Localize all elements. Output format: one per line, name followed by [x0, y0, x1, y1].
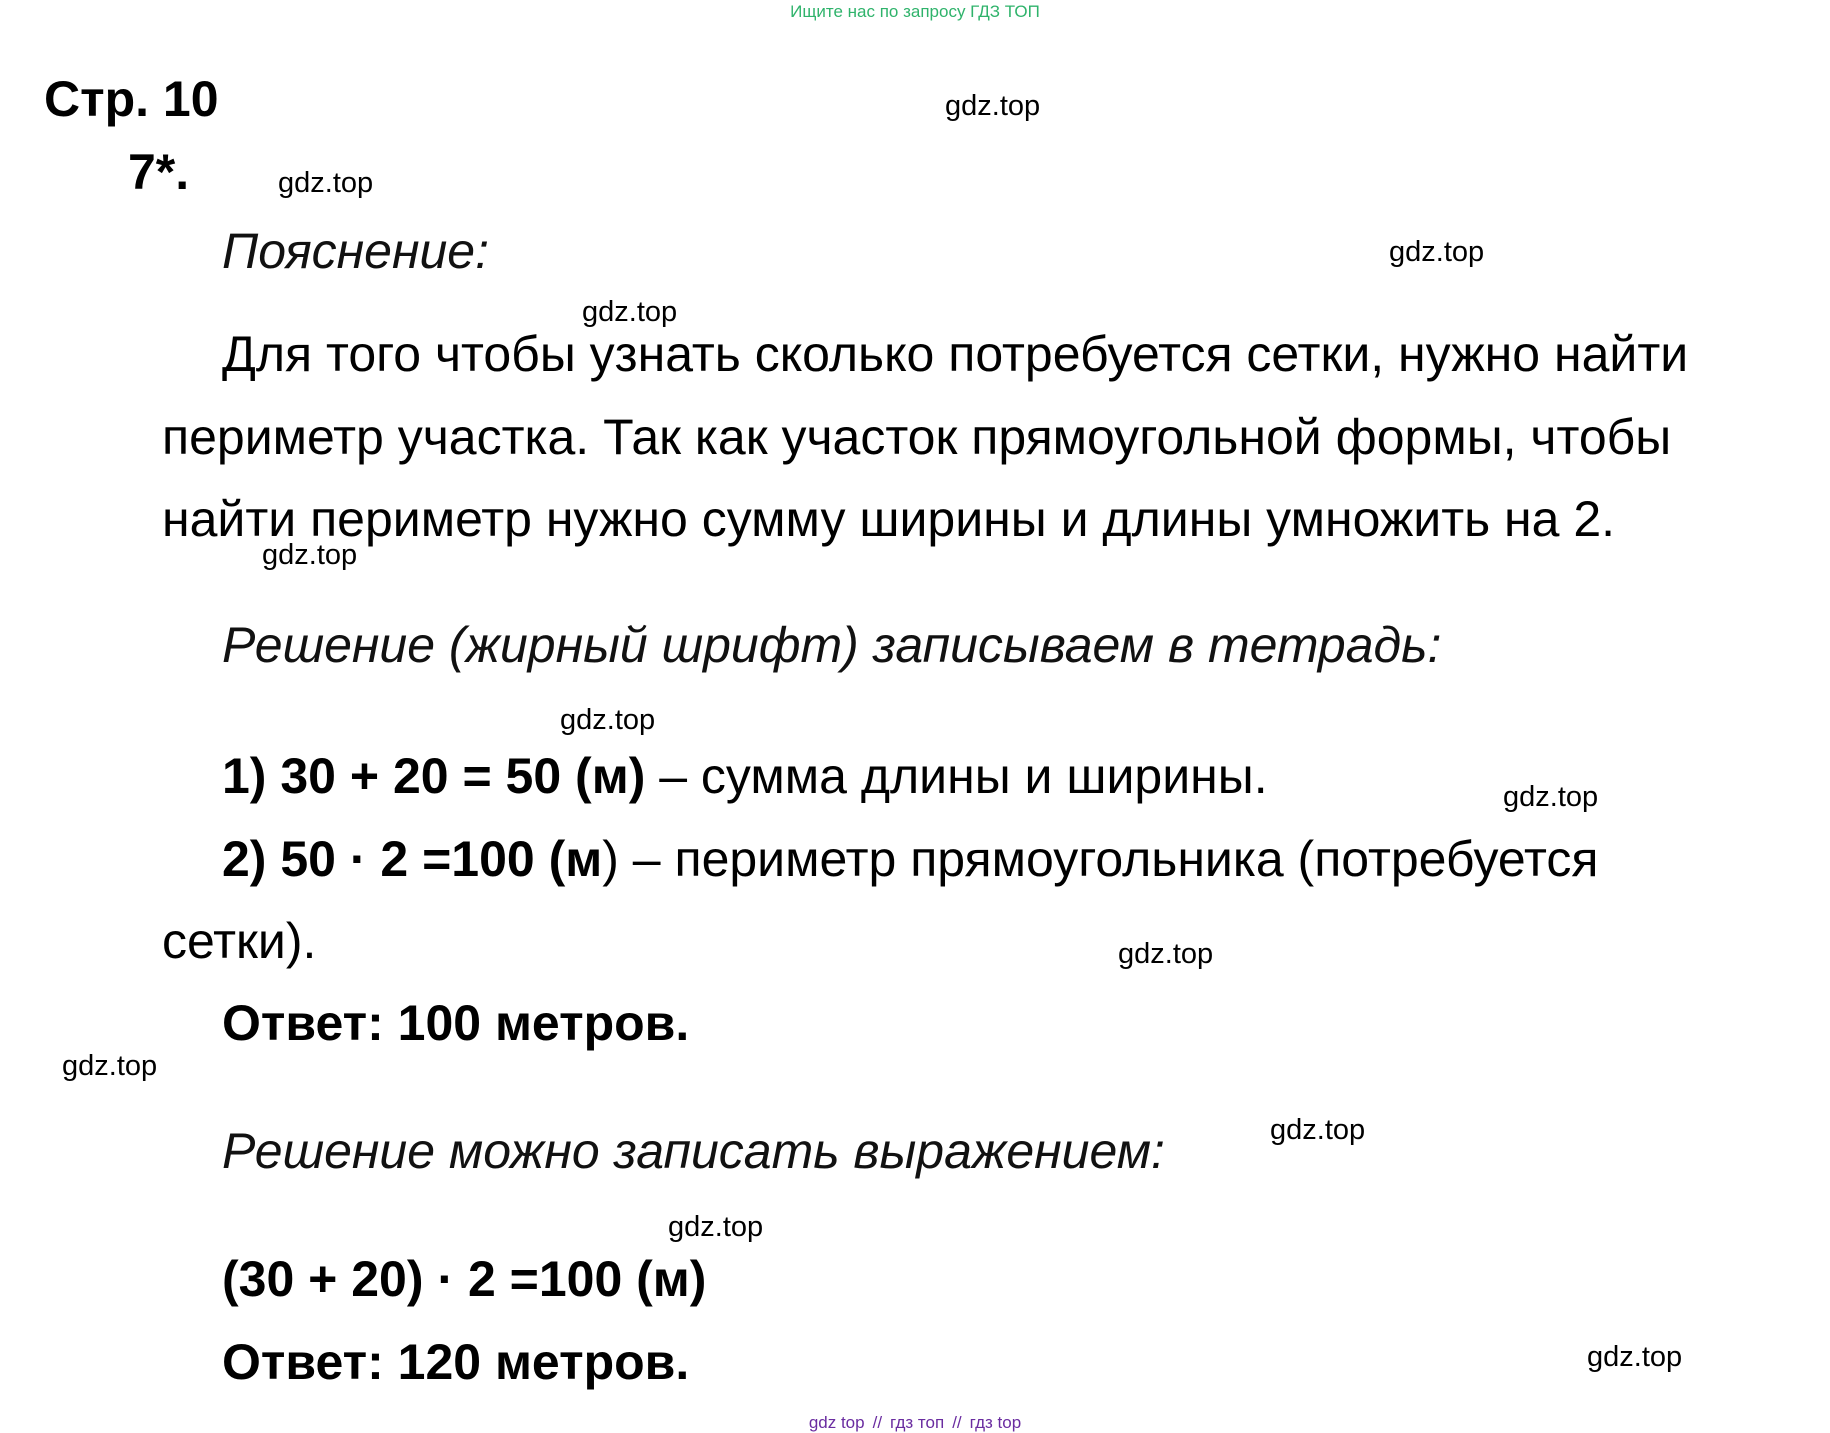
footer-separator: //: [952, 1413, 962, 1432]
watermark: gdz.top: [1587, 1341, 1683, 1373]
solution-step-1-expression: 1) 30 + 20 = 50 (м): [222, 748, 646, 804]
solution-step-2-expression: 2) 50 · 2 =100 (м: [222, 831, 603, 887]
watermark: gdz.top: [945, 90, 1041, 122]
solution-heading: Решение (жирный шрифт) записываем в тетрадь:: [222, 617, 1442, 673]
watermark: gdz.top: [582, 296, 678, 328]
watermark: gdz.top: [560, 704, 656, 736]
footer-link-gdz-top[interactable]: gdz top: [808, 1413, 865, 1432]
solution-step-2: [222, 830, 1598, 888]
expression-formula: (30 + 20) · 2 =100 (м): [222, 1251, 707, 1307]
footer-link-gdz-top-ru[interactable]: гдз топ: [890, 1413, 945, 1432]
solution-step-2-text: ) – периметр прямоугольника (потребуется: [602, 831, 1599, 887]
explanation-heading: Пояснение:: [222, 223, 489, 279]
solution-step-2-continuation: сетки).: [162, 913, 317, 969]
explanation-line-2: периметр участка. Так как участок прямоугольной формы, чтобы: [162, 409, 1672, 465]
watermark: gdz.top: [1118, 938, 1214, 970]
expression-heading: Решение можно записать выражением:: [222, 1123, 1165, 1179]
watermark: gdz.top: [62, 1050, 158, 1082]
watermark: gdz.top: [1503, 781, 1599, 813]
explanation-line-3: найти периметр нужно сумму ширины и длины умножить на 2.: [162, 491, 1616, 547]
footer-link-gdz-top-mixed[interactable]: гдз top: [969, 1413, 1022, 1432]
expression-answer: Ответ: 120 метров.: [222, 1334, 690, 1390]
solution-step-1: [222, 747, 1268, 805]
footer-links: [0, 1413, 1830, 1433]
watermark: gdz.top: [1389, 236, 1485, 268]
footer-separator: //: [872, 1413, 883, 1432]
page-number: Стр. 10: [44, 71, 219, 127]
explanation-line-1: Для того чтобы узнать сколько потребуется сетки, нужно найти: [222, 326, 1689, 382]
solution-answer: Ответ: 100 метров.: [222, 995, 690, 1051]
header-note: Ищите нас по запросу ГДЗ ТОП: [790, 2, 1040, 21]
task-number: 7*.: [128, 144, 190, 200]
watermark: gdz.top: [668, 1211, 764, 1243]
watermark: gdz.top: [278, 167, 374, 199]
watermark: gdz.top: [1270, 1114, 1366, 1146]
solution-step-1-text: – сумма длины и ширины.: [645, 748, 1268, 804]
watermark: gdz.top: [262, 539, 358, 571]
